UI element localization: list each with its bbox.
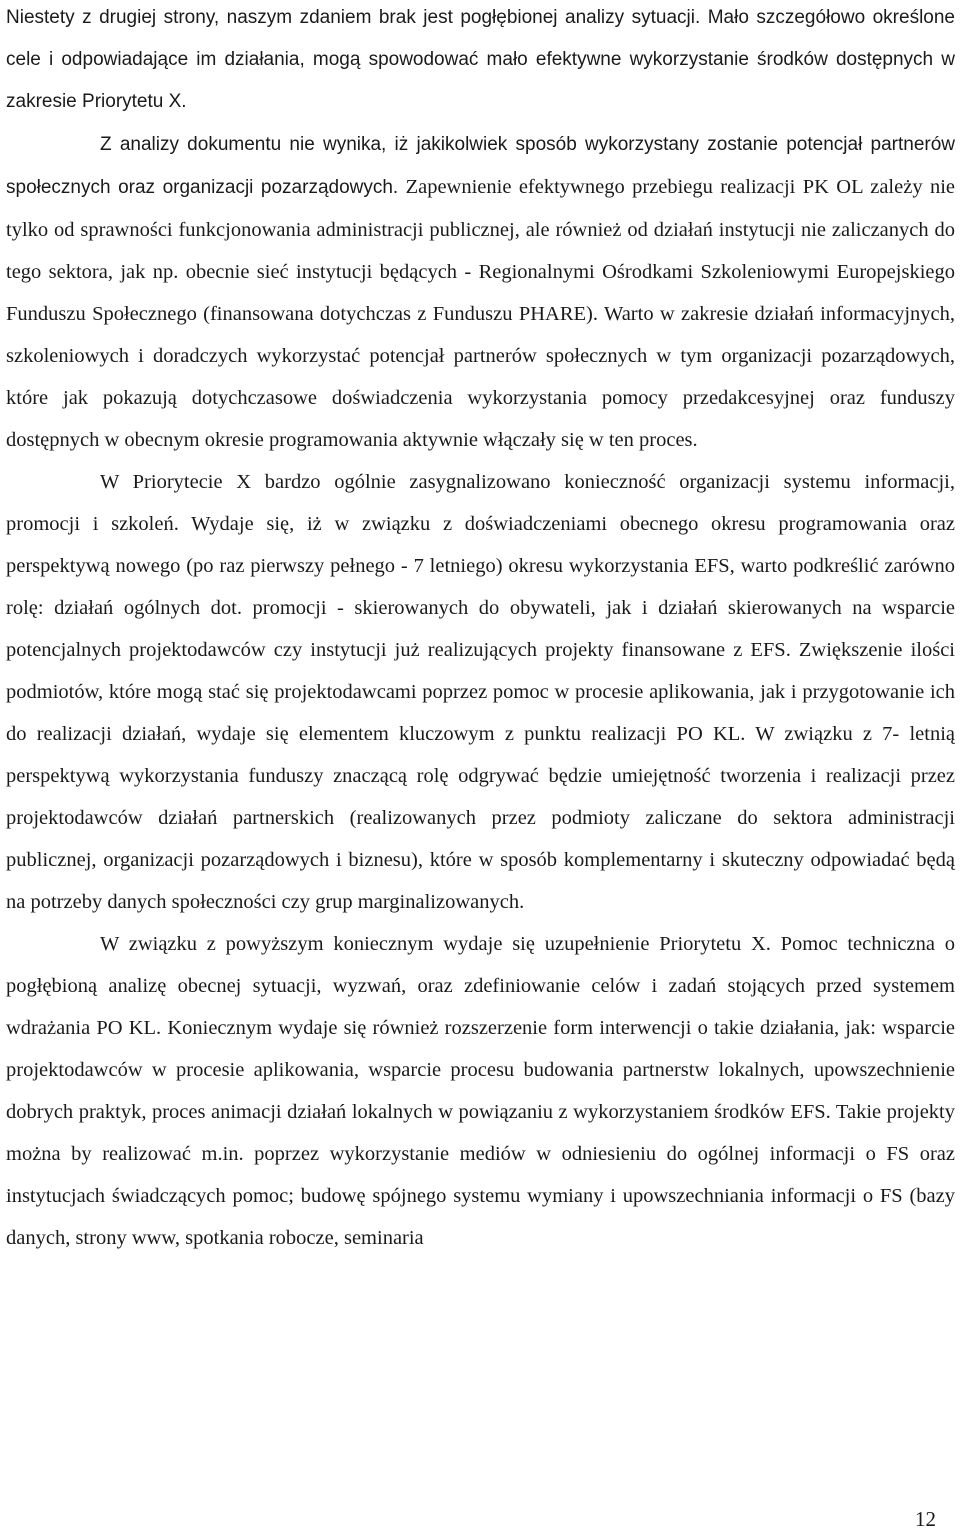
paragraph-3: W Priorytecie X bardzo ogólnie zasygnalizowano konieczność organizacji systemu informacji, promocji i szkoleń. Wydaje się, iż w związku z doświadczeniami obecnego okresu programowania oraz perspektywą nowego (po raz pierwszy pełnego - 7 letniego) okresu wykorzystania EFS, warto podkreślić zarówno rolę: działań ogólnych dot. promocji - skierowanych do obywateli, jak i działań skierowanych na wsparcie potencjalnych projektodawców czy instytucji już realizujących projekty finansowane z EFS. Zwiększenie ilości podmiotów, które mogą stać się projektodawcami poprzez pomoc w procesie aplikowania, jak i przygotowanie ich do realizacji działań, wydaje się elementem kluczowym z punktu realizacji PO KL. W związku z 7- letnią perspektywą wykorzystania funduszy znaczącą rolę odgrywać będzie umiejętność tworzenia i realizacji przez projektodawców działań partnerskich (realizowanych przez podmioty zaliczane do sektora administracji publicznej, organizacji pozarządowych i biznesu), które w sposób komplementarny i skuteczny odpowiadać będą na potrzeby danych społeczności czy grup marginalizowanych. (6, 471, 955, 913)
paragraph-2-sans-part: Z analizy dokumentu nie wynika, iż jakikolwiek sposób wykorzystany zostanie potencjał partnerów społecznych oraz organizacji pozarządowych. (6, 134, 955, 198)
paragraph-2 (6, 123, 955, 461)
page-number: 12 (915, 1507, 936, 1531)
paragraph-2-serif-part: Zapewnienie efektywnego przebiegu realizacji PK OL zależy nie tylko od sprawności funkcjonowania administracji publicznej, ale również od działań instytucji nie zaliczanych do tego sektora, jak np. obecnie sieć instytucji będących - Regionalnymi Ośrodkami Szkoleniowymi Europejskiego Funduszu Społecznego (finansowana dotychczas z Funduszu PHARE). Warto w zakresie działań informacyjnych, szkoleniowych i doradczych wykorzystać potencjał partnerów społecznych w tym organizacji pozarządowych, które jak pokazują dotychczasowe doświadczenia wykorzystania pomocy przedakcesyjnej oraz funduszy dostępnych w obecnym okresie programowania aktywnie włączały się w ten proces. (6, 176, 955, 451)
paragraph-4: W związku z powyższym koniecznym wydaje się uzupełnienie Priorytetu X. Pomoc techniczna o pogłębioną analizę obecnej sytuacji, wyzwań, oraz zdefiniowanie celów i zadań stojących przed systemem wdrażania PO KL. Koniecznym wydaje się również rozszerzenie form interwencji o takie działania, jak: wsparcie projektodawców w procesie aplikowania, wsparcie procesu budowania partnerstw lokalnych, upowszechnienie dobrych praktyk, proces animacji działań lokalnych w powiązaniu z wykorzystaniem środków EFS. Takie projekty można by realizować m.in. poprzez wykorzystanie mediów w odniesieniu do ogólnej informacji o FS oraz instytucjach świadczących pomoc; budowę spójnego systemu wymiany i upowszechniania informacji o FS (bazy danych, strony www, spotkania robocze, seminaria (6, 933, 955, 1249)
paragraph-1: Niestety z drugiej strony, naszym zdaniem brak jest pogłębionej analizy sytuacji. Mało szczegółowo określone cele i odpowiadające im działania, mogą spowodować mało efektywne wykorzystanie środków dostępnych w zakresie Priorytetu X. (6, 7, 955, 112)
document-page (6, 0, 955, 1259)
